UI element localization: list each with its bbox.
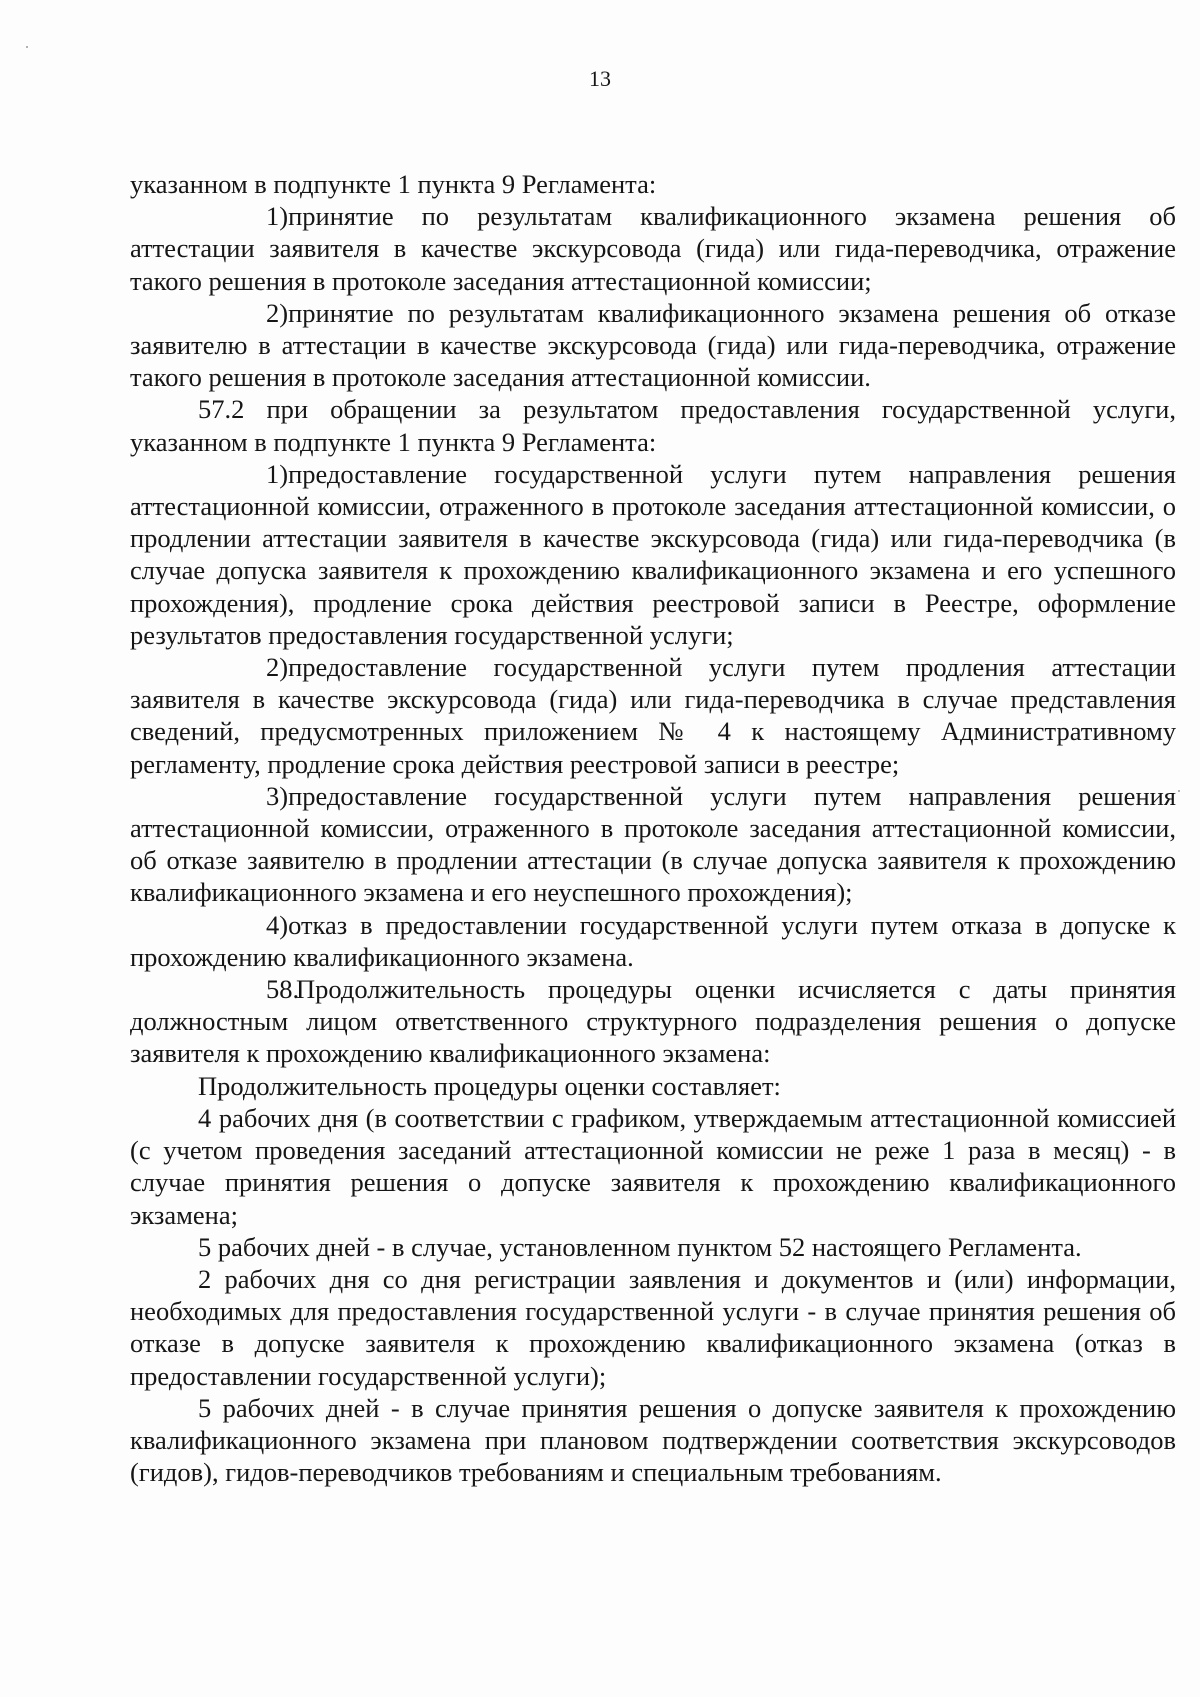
scan-speck: [1178, 790, 1180, 792]
paragraph: [130, 1231, 1176, 1263]
paragraph-text: принятие по результатам квалификационного экзамена решения об аттестации заявителя в качестве экскурсовода (гида) или гида-переводчика, отражение такого решения в протоколе заседания аттестационной комиссии;: [130, 201, 1176, 296]
paragraph-text: Продолжительность процедуры оценки составляет:: [198, 1070, 781, 1101]
paragraph: [130, 393, 1176, 457]
paragraph: [130, 200, 1176, 297]
paragraph: [130, 458, 1176, 651]
paragraph: [130, 1070, 1176, 1102]
paragraph: [130, 651, 1176, 780]
paragraph-text: 5 рабочих дней - в случае, установленном пунктом 52 настоящего Регламента.: [198, 1231, 1082, 1262]
paragraph-text: 2 рабочих дня со дня регистрации заявления и документов и (или) информации, необходимых для предоставления государственной услуги - в случае принятия решения об отказе в допуске заявителя к прохождению квалификационного экзамена (отказ в предоставлении государственной услуги);: [130, 1263, 1176, 1391]
paragraph-number: 2): [266, 297, 289, 328]
paragraph-number: 58.: [266, 974, 300, 1005]
paragraph-text: 5 рабочих дней - в случае принятия решения о допуске заявителя к прохождению квалификационного экзамена при плановом подтверждении соответствия экскурсоводов (гидов), гидов-переводчиков требованиям и специальным требованиям.: [130, 1392, 1176, 1488]
page-number: 13: [589, 66, 611, 91]
paragraph: [130, 973, 1176, 1070]
paragraph-number: 4): [266, 909, 289, 940]
paragraph-text: 57.2 при обращении за результатом предоставления государственной услуги, указанном в подпункте 1 пункта 9 Регламента:: [130, 394, 1176, 457]
paragraph-text: предоставление государственной услуги путем направления решения аттестационной комиссии, отраженного в протоколе заседания аттестационной комиссии, об отказе заявителю в продлении аттестации (в случае допуска заявителя к прохождению квалификационного экзамена и его неуспешного прохождения);: [130, 780, 1176, 908]
paragraph: [130, 1392, 1176, 1489]
paragraph: [130, 1263, 1176, 1392]
paragraph-number: 1): [266, 458, 289, 489]
paragraph-text: 4 рабочих дня (в соответствии с графиком, утверждаемым аттестационной комиссией (с учетом проведения заседаний аттестационной комиссии не реже 1 раза в месяц) - в случае принятия решения о допуске заявителя к прохождению квалификационного экзамена;: [130, 1102, 1176, 1230]
paragraph-text: предоставление государственной услуги путем направления решения аттестационной комиссии, отраженного в протоколе заседания аттестационной комиссии, о продлении аттестации заявителя в качестве экскурсовода (гида) или гида-переводчика (в случае допуска заявителя к прохождению квалификационного экзамена и его успешного прохождения), продление срока действия реестровой записи в Реестре, оформление результатов предоставления государственной услуги;: [130, 458, 1176, 650]
paragraph-text: отказ в предоставлении государственной услуги путем отказа в допуске к прохождению квалификационного экзамена.: [130, 909, 1176, 972]
paragraph-text: указанном в подпункте 1 пункта 9 Регламента:: [130, 169, 657, 199]
paragraph: [130, 1102, 1176, 1231]
paragraph-text: предоставление государственной услуги путем продления аттестации заявителя в качестве экскурсовода (гида) или гида-переводчика в случае представления сведений, предусмотренных приложением № 4 к настоящему Административному регламенту, продление срока действия реестровой записи в реестре;: [130, 652, 1176, 779]
paragraph-text: принятие по результатам квалификационного экзамена решения об отказе заявителю в аттестации в качестве экскурсовода (гида) или гида-переводчика, отражение такого решения в протоколе заседания аттестационной комиссии.: [130, 297, 1176, 393]
paragraph: [130, 168, 1176, 200]
paragraph: [130, 297, 1176, 394]
scan-speck: [26, 46, 28, 48]
paragraph: [130, 780, 1176, 909]
paragraph-number: 3): [266, 780, 289, 811]
document-body: [130, 168, 1176, 1488]
paragraph: [130, 909, 1176, 973]
paragraph-number: 1): [266, 201, 289, 232]
paragraph-text: Продолжительность процедуры оценки исчисляется с даты принятия должностным лицом ответственного структурного подразделения решения о допуске заявителя к прохождению квалификационного экзамена:: [130, 974, 1176, 1069]
paragraph-number: 2): [266, 652, 289, 683]
